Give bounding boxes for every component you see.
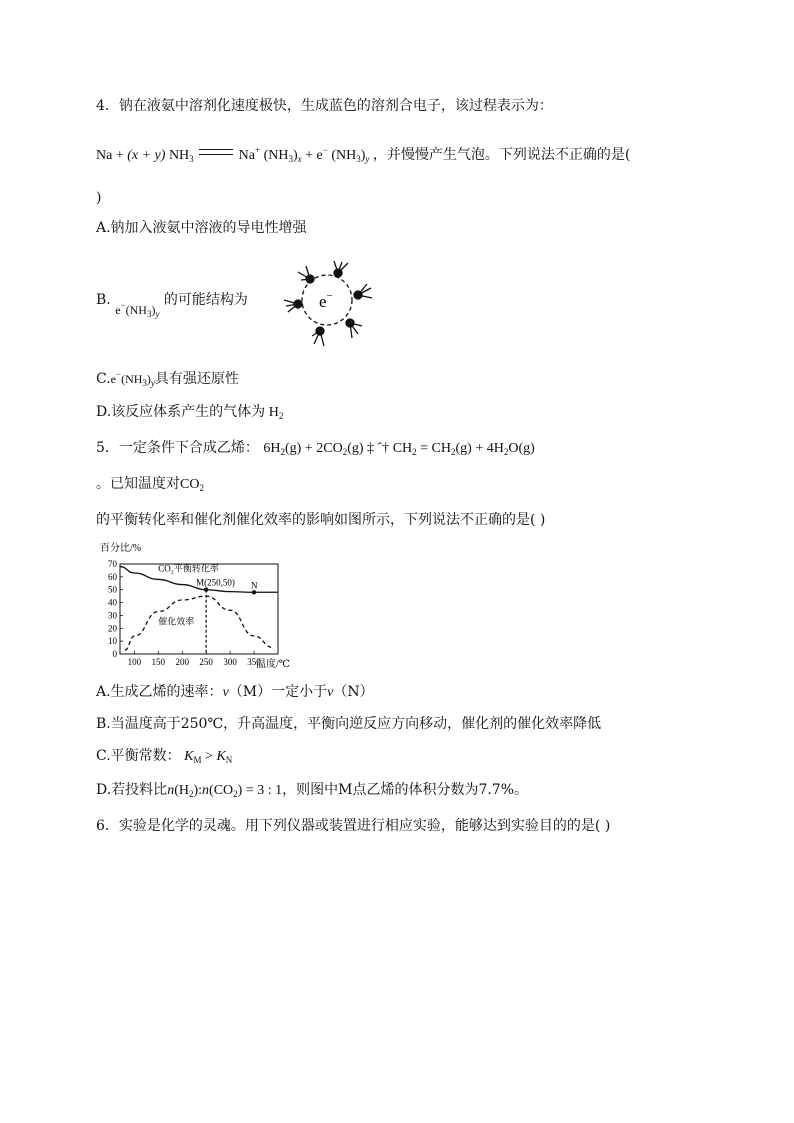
y-tick-label: 20 [108, 623, 117, 634]
chart-ylabel: 百分比/% [100, 543, 142, 554]
electron-label: e− [319, 290, 333, 311]
ammonia-molecule [284, 300, 302, 312]
ammonia-molecule [346, 319, 362, 338]
x-tick-label: 250 [199, 657, 213, 667]
q4-option-d: D.该反应体系产生的气体为 $H_2$ [96, 404, 284, 421]
ammonia-molecule [334, 261, 348, 277]
q4-option-a: A.钠加入液氨中溶液的导电性增强 [96, 220, 307, 236]
q6-stem: 6．实验是化学的灵魂。用下列仪器或装置进行相应实验，能够达到实验目的的是( ) [96, 818, 611, 834]
chart-xlabel: 温度/℃ [256, 659, 290, 670]
q5-known: 。已知温度对$CO_2$ [96, 476, 204, 493]
ammonia-molecule [312, 327, 324, 346]
y-tick-label: 30 [108, 610, 117, 621]
catalyst-efficiency-line [125, 596, 273, 650]
solvated-electron-diagram [276, 254, 382, 350]
q4-close-paren: ) [96, 190, 102, 206]
q5-option-d: D.若投料比$n(H_2):n(CO_2) = 3$ : 1，则图中M点乙烯的体积分数为7.7%。 [96, 782, 529, 799]
series-label-co2: CO₂平衡转化率 [158, 563, 219, 574]
q5-option-b: B.当温度高于250℃，升高温度，平衡向逆反应方向移动，催化剂的催化效率降低 [96, 716, 602, 732]
q4-equation: Na + (x + y) $NH_3$ Na+ $(NH_3)_x + e^-$ $(NH_3)_y$ ，并慢慢产生气泡。下列说法不正确的是( [96, 145, 631, 164]
x-tick-label: 200 [175, 657, 189, 667]
point-n-label: N [251, 580, 258, 591]
y-tick-label: 0 [112, 649, 117, 659]
x-tick-label: 350 [247, 657, 261, 667]
q5-option-c: C.平衡常数： $K_M > K_N$ [96, 748, 233, 765]
q4-stem: 4．钠在液氨中溶剂化速度极快，生成蓝色的溶剂合电子，该过程表示为： [96, 98, 553, 114]
reversible-arrow-icon: ‡ ˆ† [367, 441, 390, 456]
point-m [204, 588, 208, 592]
point-m-label: M(250,50) [196, 577, 235, 588]
q5-option-a: A.生成乙烯的速率：v（M）一定小于v（N） [96, 684, 374, 700]
y-tick-label: 70 [108, 559, 117, 569]
y-tick-label: 50 [108, 584, 117, 595]
co2-conversion-chart [96, 540, 306, 670]
q4-option-b: B. $e^-(NH_3)_y$ 的可能结构为 [96, 292, 248, 319]
y-tick-label: 40 [108, 597, 117, 608]
point-n [252, 590, 256, 594]
y-tick-label: 10 [108, 636, 117, 647]
q4-option-c: $C.e^-(NH_3)_y$具有强还原性 [96, 369, 239, 388]
equals-arrow-icon [199, 149, 233, 155]
x-tick-label: 300 [223, 657, 237, 667]
x-tick-label: 100 [127, 657, 142, 667]
series-label-catalyst: 催化效率 [158, 616, 195, 627]
x-tick-label: 150 [151, 657, 166, 667]
q5-stem: 5．一定条件下合成乙烯： $6H_2(g) + 2CO_2(g)$ ‡ ˆ† $CH_2 = CH_2(g) + 4H_2O(g)$ [96, 440, 535, 457]
ammonia-molecule [354, 284, 372, 299]
ammonia-molecule [298, 266, 314, 283]
y-tick-label: 60 [108, 571, 117, 582]
q5-question: 的平衡转化率和催化剂催化效率的影响如图所示，下列说法不正确的是( ) [96, 512, 546, 528]
